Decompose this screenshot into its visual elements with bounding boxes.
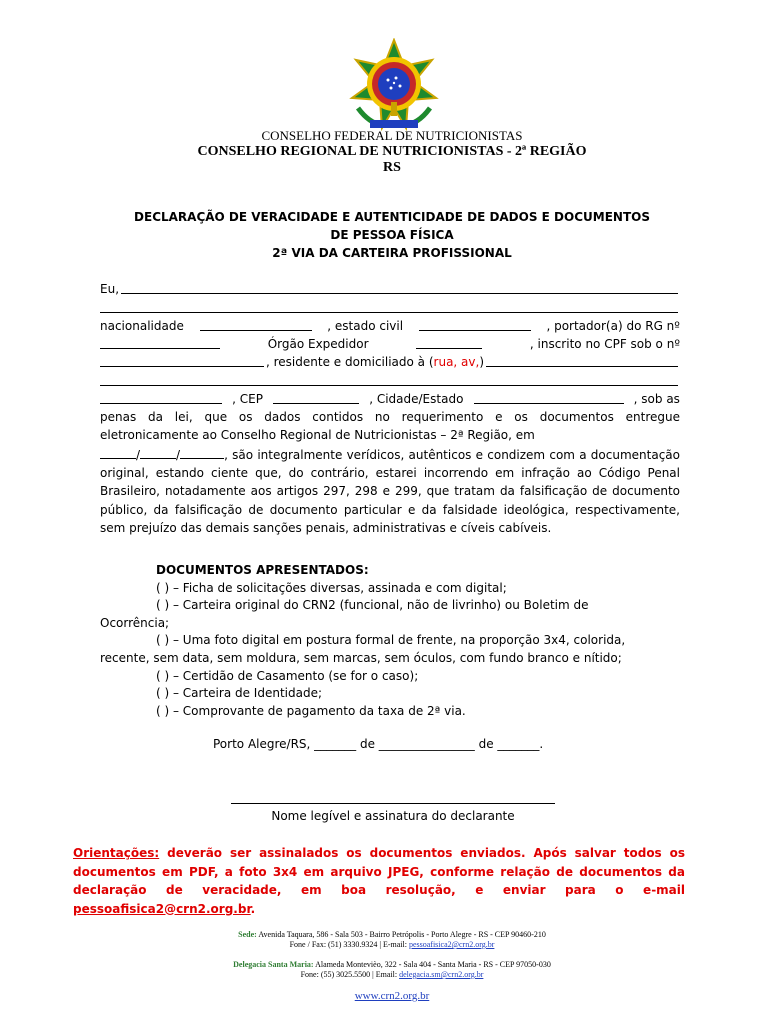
form-line-continuation — [100, 298, 680, 316]
sob-as-label: , sob as — [633, 391, 680, 406]
footer-delegacia-addr: Alameda Montevièo, 322 - Sala 404 - Santa Maria - RS - CEP 97050-030 — [313, 960, 551, 969]
orientations-end: . — [250, 901, 256, 916]
residence-label — [266, 353, 484, 371]
document-item-2[interactable]: ( ) – Carteira original do CRN2 (funcional, não de livrinho) ou Boletim de — [156, 598, 589, 613]
orgao-blank[interactable] — [416, 335, 482, 349]
footer-sede-label: Sede: — [238, 930, 257, 939]
footer-sede-contact — [0, 940, 768, 950]
nationality-label: nacionalidade — [100, 318, 184, 333]
document-item-5[interactable]: ( ) – Carteira de Identidade; — [156, 686, 323, 701]
city-label: , Cidade/Estado — [369, 391, 464, 406]
footer-sede-addr: Avenida Taquara, 586 - Sala 503 - Bairro Petrópolis - Porto Alegre - RS - CEP 90460-210 — [256, 930, 546, 939]
footer-website-link[interactable]: www.crn2.org.br — [354, 990, 430, 1002]
form-line-name — [100, 280, 680, 298]
address-blank[interactable] — [486, 353, 678, 367]
footer-delegacia-label: Delegacia Santa Maria: — [233, 960, 314, 969]
signature-label: Nome legível e assinatura do declarante — [271, 809, 515, 823]
document-item-3[interactable]: ( ) – Uma foto digital em postura formal de frente, na proporção 3x4, colorida, — [156, 633, 626, 648]
city-blank[interactable] — [474, 390, 624, 404]
rg-label: , portador(a) do RG nº — [546, 318, 680, 333]
date-month-blank[interactable] — [140, 445, 176, 459]
form-line-orgao — [100, 335, 680, 353]
document-title-line3: 2ª VIA DA CARTEIRA PROFISSIONAL — [272, 246, 512, 260]
name-blank[interactable] — [121, 280, 678, 294]
eu-label: Eu, — [100, 282, 120, 296]
orgao-label: Órgão Expedidor — [267, 336, 369, 351]
civil-status-blank[interactable] — [419, 317, 531, 331]
documents-list — [100, 562, 680, 720]
declaration-text-1: penas da lei, que os dados contidos no requerimento e os documentos entregue eletronicamente ao Conselho Regional de Nutricionistas – 2ª Região, em — [100, 410, 680, 443]
residence-suffix: ) — [479, 355, 485, 370]
orientations-text: deverão ser assinalados os documentos enviados. Após salvar todos os documentos em PDF, a foto 3x4 em arquivo JPEG, conforme relação de documentos da declaração de veracidade, em boa resolução, e enviar para o e-mail — [73, 846, 685, 897]
nationality-blank[interactable] — [200, 317, 312, 331]
neighborhood-blank[interactable] — [100, 390, 222, 404]
document-item-1[interactable]: ( ) – Ficha de solicitações diversas, assinada e com digital; — [156, 580, 507, 595]
form-line-nationality — [100, 317, 680, 335]
cpf-blank[interactable] — [100, 353, 264, 367]
declaration-paragraph: penas da lei, que os dados contidos no requerimento e os documentos entregue eletronicamente ao Conselho Regional de Nutricionistas – 2ª Região, em / / , são integralmente verídicos, autênticos e condizem com a documentação original, estando ciente que, do contrário, estarei incorrendo em infração ao Código Penal Brasileiro, notadamente aos artigos 297, 298 e 299, que tratam da falsificação de documento público, da falsificação de documento particular e da falsidade ideológica, respectivamente, sem prejuízo das demais sanções penais, administrativas e cíveis cabíveis. — [100, 410, 680, 535]
document-item-6[interactable]: ( ) – Comprovante de pagamento da taxa de 2ª via. — [156, 703, 466, 718]
brazil-coat-of-arms-icon — [344, 38, 444, 138]
cep-label: , CEP — [232, 391, 263, 406]
orientations-label: Orientações: — [73, 846, 160, 860]
form-line-address — [100, 353, 680, 371]
document-title-line2: DE PESSOA FÍSICA — [330, 228, 454, 242]
date-place-line[interactable]: Porto Alegre/RS, _______ de ________________ de _______. — [213, 737, 544, 751]
orientations — [73, 844, 685, 918]
document-item-2-cont: Ocorrência; — [100, 615, 170, 630]
residence-hint: rua, av, — [433, 355, 480, 370]
form-line-address-cont — [100, 371, 680, 389]
header-regional: CONSELHO REGIONAL DE NUTRICIONISTAS - 2ª REGIÃO — [197, 144, 587, 159]
name-continuation-blank[interactable] — [100, 298, 678, 312]
cep-blank[interactable] — [273, 390, 359, 404]
date-day-blank[interactable] — [100, 445, 136, 459]
footer-sede-address — [0, 930, 768, 940]
footer-sede-email-link[interactable]: pessoafisica2@crn2.org.br — [408, 940, 495, 949]
signature-line[interactable] — [231, 803, 555, 804]
footer-delegacia-email-link[interactable]: delegacia.sm@crn2.org.br — [399, 970, 484, 979]
footer-delegacia-phone: Fone: (55) 3025.5500 | Email: — [300, 970, 400, 979]
rg-blank[interactable] — [100, 335, 220, 349]
declaration-body — [100, 280, 680, 537]
footer-delegacia-contact — [0, 970, 768, 980]
form-line-cep — [100, 390, 680, 408]
residence-prefix: , residente e domiciliado à ( — [266, 355, 434, 370]
footer-sede-phone: Fone / Fax: (51) 3330.9324 | E-mail: — [289, 940, 409, 949]
declaration-text-2: , são integralmente verídicos, autênticos e condizem com a documentação original, estando ciente que, do contrário, estarei incorrendo em infração ao Código Penal Brasileiro, notadamente aos artigos 297, 298 e 299, que tratam da falsificação de documento público, da falsificação de documento particular e da falsidade ideológica, respectivamente, sem prejuízo das demais sanções penais, administrativas e cíveis cabíveis. — [100, 447, 680, 535]
cpf-label: , inscrito no CPF sob o nº — [529, 336, 680, 351]
document-item-3-cont: recente, sem data, sem moldura, sem marcas, sem óculos, com fundo branco e nítido; — [100, 650, 622, 665]
header-federal: CONSELHO FEDERAL DE NUTRICIONISTAS — [261, 128, 523, 143]
civil-status-label: , estado civil — [327, 318, 404, 333]
document-title-line1: DECLARAÇÃO DE VERACIDADE E AUTENTICIDADE DE DADOS E DOCUMENTOS — [134, 210, 650, 224]
document-item-4[interactable]: ( ) – Certidão de Casamento (se for o caso); — [156, 668, 419, 683]
footer-delegacia-address — [0, 960, 768, 970]
date-year-blank[interactable] — [180, 445, 224, 459]
orientations-email-link[interactable]: pessoafisica2@crn2.org.br — [73, 901, 251, 916]
documents-heading: DOCUMENTOS APRESENTADOS: — [156, 563, 369, 577]
address-continuation-blank[interactable] — [100, 371, 678, 385]
header-state: RS — [383, 160, 401, 175]
